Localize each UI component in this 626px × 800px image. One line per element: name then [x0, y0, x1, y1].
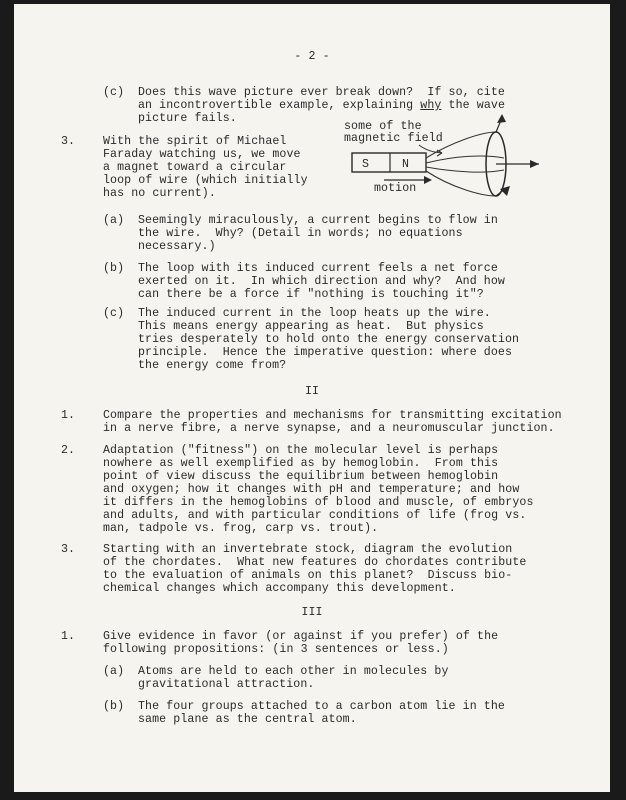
q3-line-2: Faraday watching us, we move — [103, 148, 301, 161]
field-line-mid-upper — [426, 156, 504, 163]
q3c-line-1: The induced current in the loop heats up the wire. — [138, 307, 491, 320]
iii-q1b-line-1: The four groups attached to a carbon atom lie in the — [138, 700, 505, 713]
field-line-upper — [426, 132, 496, 158]
magnet-s-label: S — [362, 158, 370, 171]
q3a-line-2: the wire. Why? (Detail in words; no equations — [138, 227, 463, 240]
ii-q2-number: 2. — [61, 444, 76, 457]
iii-q1-line-2: following propositions: (in 3 sentences or less.) — [103, 643, 449, 656]
q3c-line-4: principle. Hence the imperative question: where does — [138, 346, 513, 359]
document-page — [14, 4, 610, 792]
q3b-label: (b) — [103, 262, 125, 275]
ii-q3-line-4: chemical changes which accompany this development. — [103, 582, 456, 595]
figure-caption-1: some of the — [344, 120, 422, 133]
q3-line-5: has no current). — [103, 187, 216, 200]
ii-q2-line-3: point of view discuss the equilibrium between hemoglobin — [103, 470, 499, 483]
q3b-line-3: can there be a force if "nothing is touching it"? — [138, 288, 484, 301]
q3c-line-3: tries desperately to hold onto the energy conservation — [138, 333, 520, 346]
q2c-label: (c) — [103, 86, 125, 99]
caption-pointer-line — [419, 145, 442, 153]
q2c-line-3: picture fails. — [138, 112, 237, 125]
magnet-n-label: N — [402, 158, 410, 171]
ii-q3-line-3: to the evaluation of animals on this planet? Discuss bio- — [103, 569, 513, 582]
iii-q1a-line-1: Atoms are held to each other in molecules by — [138, 665, 449, 678]
q3c-line-5: the energy come from? — [138, 359, 287, 372]
ii-q2-line-2: nowhere as well exemplified as by hemoglobin. From this — [103, 457, 499, 470]
iii-q1-number: 1. — [61, 630, 76, 643]
iii-q1b-line-2: same plane as the central atom. — [138, 713, 357, 726]
q3a-line-1: Seemingly miraculously, a current begins to flow in — [138, 214, 498, 227]
section-heading-iii: III — [301, 606, 323, 619]
q3c-label: (c) — [103, 307, 125, 320]
field-line-lower — [426, 171, 496, 196]
q3-line-1: With the spirit of Michael — [103, 135, 287, 148]
ii-q3-line-1: Starting with an invertebrate stock, diagram the evolution — [103, 543, 513, 556]
ii-q1-number: 1. — [61, 409, 76, 422]
field-line-mid-lower — [426, 167, 504, 172]
motion-arrowhead — [424, 176, 432, 184]
section-heading-ii: II — [304, 385, 320, 398]
ii-q3-line-2: of the chordates. What new features do chordates contribute — [103, 556, 527, 569]
page-number: - 2 - — [294, 50, 330, 63]
q3b-line-2: exerted on it. In which direction and why? And how — [138, 275, 505, 288]
q3b-line-1: The loop with its induced current feels a net force — [138, 262, 498, 275]
motion-label: motion — [374, 182, 417, 195]
q2c-line-2: an incontrovertible example, explaining why the wave — [138, 99, 506, 112]
ii-q2-line-5: it differs in the hemoglobins of blood and muscle, of embryos — [103, 496, 534, 509]
ii-q1-line-2: in a nerve fibre, a nerve synapse, and a neuromuscular junction. — [103, 422, 555, 435]
underlined-why: why — [420, 99, 442, 112]
q2c-line-1: Does this wave picture ever break down? If so, cite — [138, 86, 505, 99]
iii-q1a-line-2: gravitational attraction. — [138, 678, 315, 691]
ii-q2-line-4: and oxygen; how it changes with pH and temperature; and how — [103, 483, 520, 496]
q3-number: 3. — [61, 135, 76, 148]
iii-q1b-label: (b) — [103, 700, 125, 713]
upper-field-arrowhead — [497, 114, 506, 123]
iii-q1-line-1: Give evidence in favor (or against if you prefer) of the — [103, 630, 499, 643]
ii-q3-number: 3. — [61, 543, 76, 556]
axis-arrowhead — [530, 160, 539, 168]
q3a-label: (a) — [103, 214, 125, 227]
q3-line-4: loop of wire (which initially — [103, 174, 308, 187]
q3a-line-3: necessary.) — [138, 240, 216, 253]
q3-line-3: a magnet toward a circular — [103, 161, 287, 174]
figure-caption-2: magnetic field — [344, 132, 443, 145]
iii-q1a-label: (a) — [103, 665, 125, 678]
ii-q2-line-1: Adaptation ("fitness") on the molecular level is perhaps — [103, 444, 499, 457]
ii-q1-line-1: Compare the properties and mechanisms for transmitting excitation — [103, 409, 562, 422]
ii-q2-line-7: man, tadpole vs. frog, carp vs. trout). — [103, 522, 379, 535]
ii-q2-line-6: and adults, and with particular conditions of life (frog vs. — [103, 509, 527, 522]
q3c-line-2: This means energy appearing as heat. But physics — [138, 320, 484, 333]
